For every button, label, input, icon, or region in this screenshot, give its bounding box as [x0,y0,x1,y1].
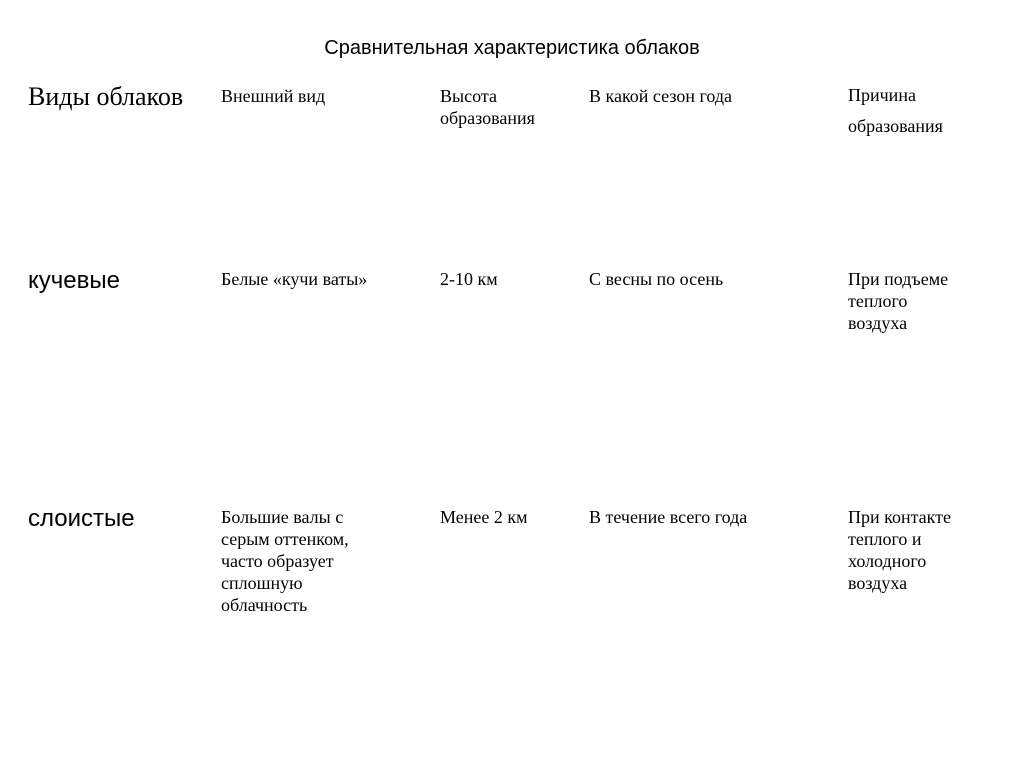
row-season: В течение всего года [589,507,748,527]
header-appearance: Внешний вид [221,86,326,106]
row-type-cumulus: кучевые [28,267,120,294]
header-height: Высота образования [440,86,535,128]
page-title: Сравнительная характеристика облаков [324,37,700,59]
row-height: 2-10 км [440,269,498,289]
header-season: В какой сезон года [589,86,733,106]
row-height: Менее 2 км [440,507,528,527]
header-cloud-types: Виды облаков [28,82,184,111]
row-cause: При подъеме теплого воздуха [848,269,949,333]
row-type-stratus: слоистые [28,505,135,532]
row-season: С весны по осень [589,269,724,289]
header-cause: Причина образования [848,85,943,136]
row-appearance: Белые «кучи ваты» [221,269,368,289]
row-appearance: Большие валы с серым оттенком, часто образует сплошную облачность [221,507,349,615]
row-cause: При контакте теплого и холодного воздуха [848,507,952,593]
